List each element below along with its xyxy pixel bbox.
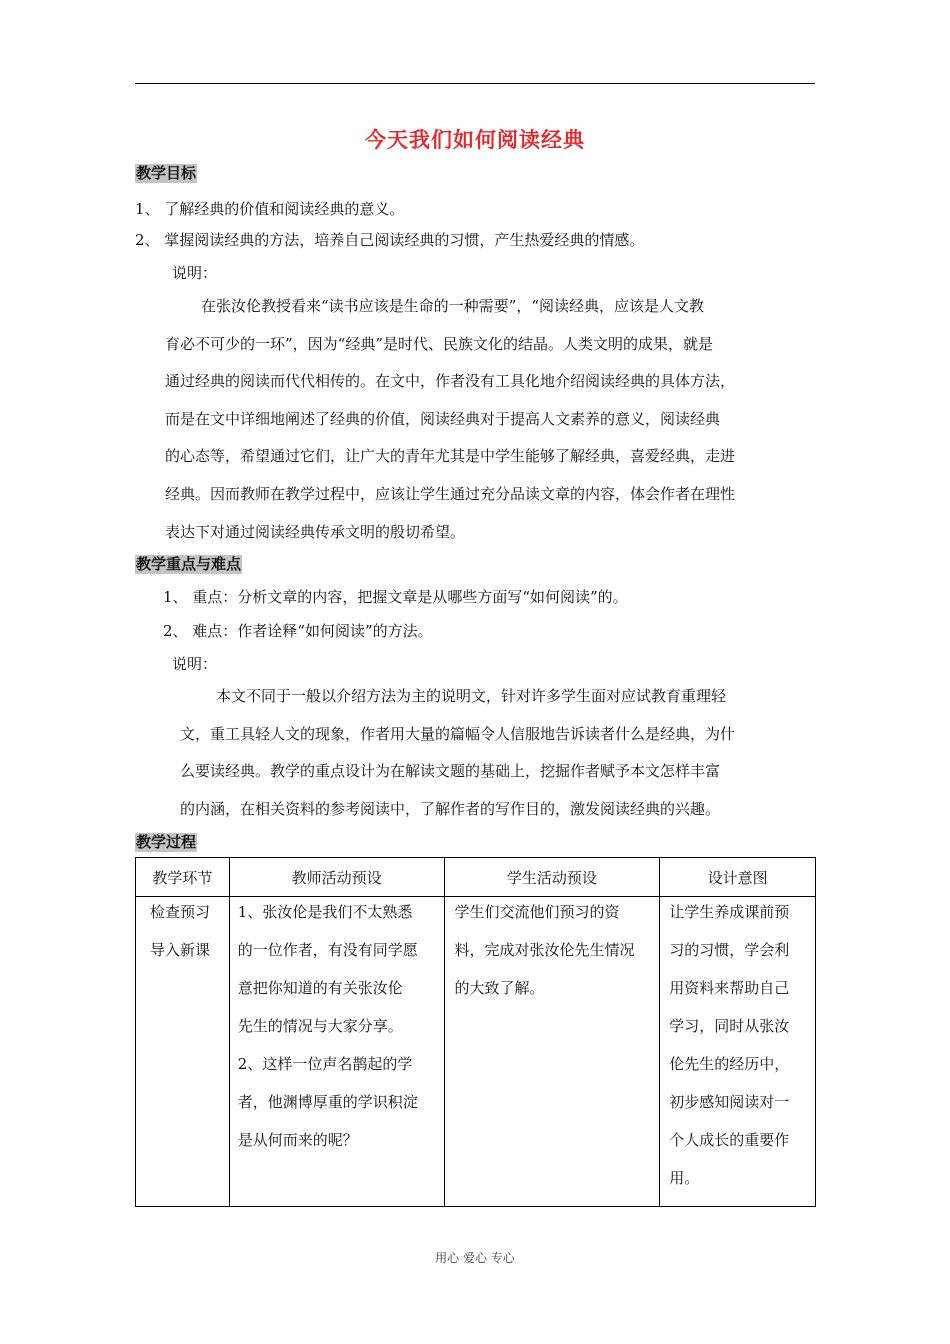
cell-line: 导入新课 — [150, 941, 211, 959]
column-header: 教学环节 — [136, 858, 230, 897]
cell-line: 个人成长的重要作 — [669, 1131, 790, 1149]
cell-line: 料，完成对张汝伦先生情况 — [454, 941, 635, 959]
paragraph-line: 育必不可少的一环”，因为“经典”是时代、民族文化的结晶。人类文明的成果，就是 — [165, 334, 714, 353]
cell-line: 让学生养成课前预 — [669, 903, 790, 921]
cell-line: 用资料来帮助自己 — [669, 979, 790, 997]
cell-line: 学生们交流他们预习的资 — [454, 903, 620, 921]
cell-line: 2、这样一位声名鹊起的学 — [237, 1055, 413, 1073]
section-heading-process: 教学过程 — [136, 833, 197, 851]
table-row — [136, 897, 816, 1207]
page-footer: 用心 爱心 专心 — [435, 1251, 515, 1265]
table-cell-intent — [660, 897, 816, 1207]
focus-note-paragraph — [180, 686, 735, 836]
table-header-row — [136, 858, 816, 897]
header-rule — [135, 83, 815, 84]
paragraph-line: 的心态等，希望通过它们，让广大的青年尤其是中学生能够了解经典，喜爱经典，走进 — [165, 447, 736, 466]
cell-line: 学习，同时从张汝 — [669, 1017, 790, 1035]
focus-item-1: 1、 重点：分析文章的内容，把握文章是从哪些方面写“如何阅读”的。 — [163, 588, 628, 606]
cell-line: 先生的情况与大家分享。 — [237, 1017, 403, 1035]
column-header: 教师活动预设 — [229, 858, 444, 897]
paragraph-line: 表达下对通过阅读经典传承文明的殷切希望。 — [165, 522, 466, 541]
table-cell-stage — [136, 897, 230, 1207]
table-cell-student — [444, 897, 660, 1207]
paragraph-line: 本文不同于一般以介绍方法为主的说明文，针对许多学生面对应试教育重理轻 — [216, 687, 727, 705]
column-header: 学生活动预设 — [444, 858, 660, 897]
column-header: 设计意图 — [660, 858, 816, 897]
teaching-process-table — [135, 857, 816, 1207]
goal-item-1: 1、 了解经典的价值和阅读经典的意义。 — [135, 200, 405, 218]
paragraph-line: 在张汝伦教授看来“读书应该是生命的一种需要”，“阅读经典，应该是人文教 — [201, 297, 705, 315]
goal-item-2: 2、 掌握阅读经典的方法，培养自己阅读经典的习惯，产生热爱经典的情感。 — [135, 231, 645, 249]
cell-line: 的大致了解。 — [454, 979, 545, 997]
table-cell-teacher — [229, 897, 444, 1207]
cell-line: 检查预习 — [150, 903, 211, 921]
paragraph-line: 文，重工具轻人文的现象，作者用大量的篇幅令人信服地告诉读者什么是经典，为什 — [180, 724, 736, 743]
section-heading-focus: 教学重点与难点 — [136, 555, 242, 573]
cell-line: 是从何而来的呢？ — [237, 1131, 358, 1149]
cell-line: 习的习惯，学会利 — [669, 941, 790, 959]
page-title: 今天我们如何阅读经典 — [365, 128, 585, 152]
paragraph-line: 而是在文中详细地阐述了经典的价值，阅读经典对于提高人文素养的意义，阅读经典 — [165, 409, 721, 428]
focus-note-label: 说明： — [172, 655, 218, 673]
paragraph-line: 的内涵，在相关资料的参考阅读中，了解作者的写作目的，激发阅读经典的兴趣。 — [180, 799, 721, 818]
paragraph-line: 通过经典的阅读而代代相传的。在文中，作者没有工具化地介绍阅读经典的具体方法， — [165, 372, 736, 391]
paragraph-line: 么要读经典。教学的重点设计为在解读文题的基础上，挖掘作者赋予本文怎样丰富 — [180, 762, 721, 781]
cell-line: 意把你知道的有关张汝伦 — [237, 979, 403, 997]
paragraph-line: 经典。因而教师在教学过程中，应该让学生通过充分品读文章的内容，体会作者在理性 — [165, 484, 736, 503]
focus-item-2: 2、 难点：作者诠释“如何阅读”的方法。 — [163, 622, 433, 640]
cell-line: 用。 — [669, 1169, 700, 1187]
cell-line: 1、张汝伦是我们不太熟悉 — [237, 903, 413, 921]
cell-line: 伦先生的经历中， — [669, 1055, 790, 1073]
cell-line: 者，他渊博厚重的学识积淀 — [237, 1093, 418, 1111]
goals-note-paragraph — [165, 296, 735, 559]
section-heading-goals: 教学目标 — [136, 164, 197, 182]
cell-line: 初步感知阅读对一 — [669, 1093, 790, 1111]
cell-line: 的一位作者，有没有同学愿 — [237, 941, 418, 959]
goals-note-label: 说明： — [172, 264, 218, 282]
